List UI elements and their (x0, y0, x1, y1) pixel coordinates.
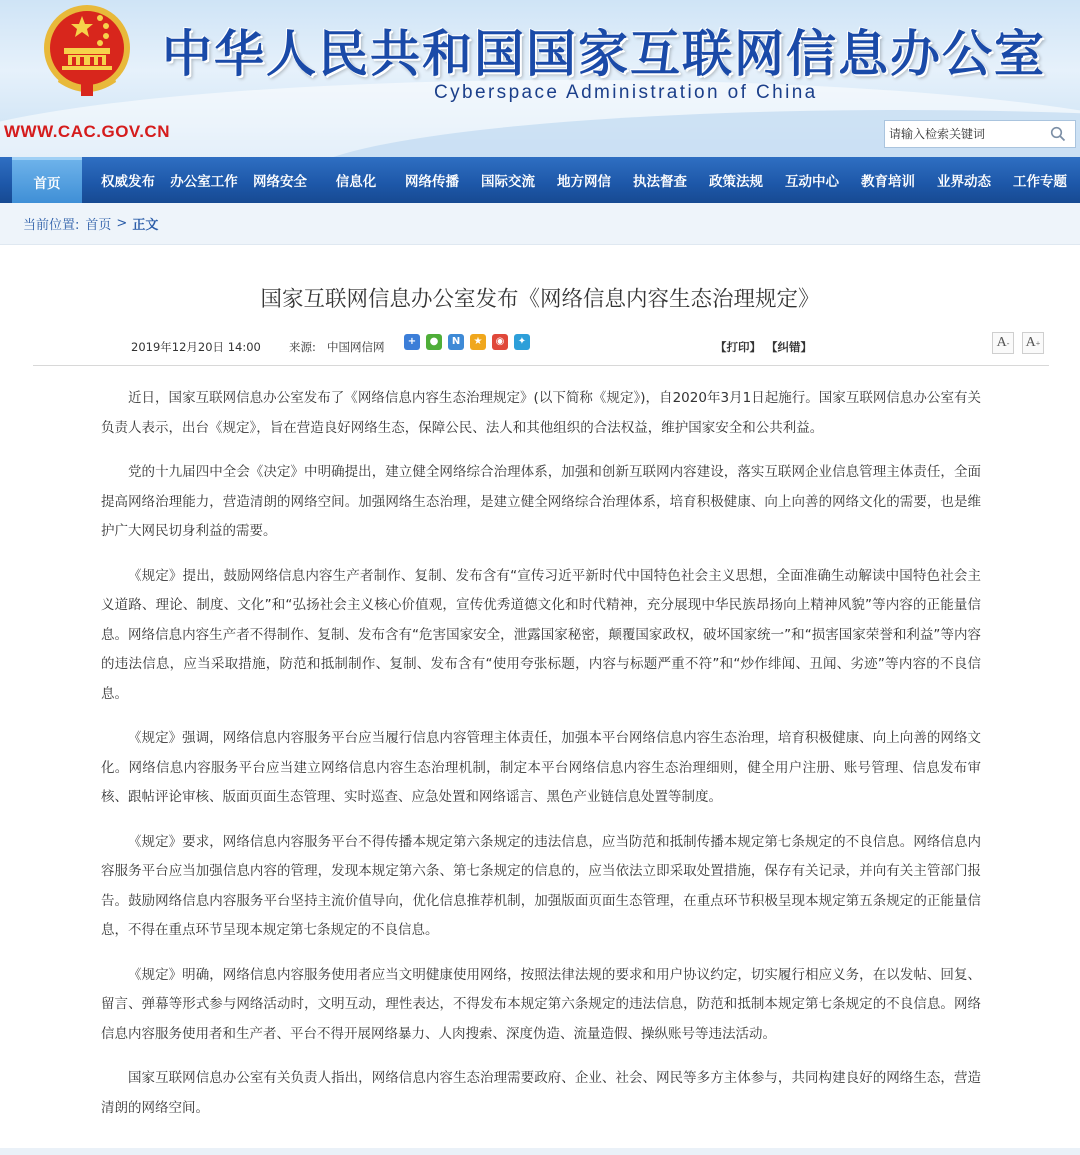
article-paragraph: 《规定》强调，网络信息内容服务平台应当履行信息内容管理主体责任，加强本平台网络信息内容生态治理，培育积极健康、向上向善的网络文化。网络信息内容服务平台应当建立网络信息内容生态治理机制，制定本平台网络信息内容生态治理细则，健全用户注册、账号管理、信息发布审核、跟帖评论审核、版面页面生态管理、实时巡查、应急处置和网络谣言、黑色产业链信息处置等制度。 (101, 730, 981, 805)
article-paragraph: 近日，国家互联网信息办公室发布了《网络信息内容生态治理规定》(以下简称《规定》)，自2020年3月1日起施行。国家互联网信息办公室有关负责人表示，出台《规定》，旨在营造良好网络生态，保障公民、法人和其他组织的合法权益，维护国家安全和公共利益。 (101, 390, 981, 436)
footer-strip (0, 1148, 1080, 1155)
breadcrumb-home-link[interactable]: 首页 (85, 218, 112, 233)
nav-item-industry-news[interactable]: 业界动态 (937, 174, 991, 190)
nav-item-cybersecurity[interactable]: 网络安全 (253, 174, 307, 190)
site-header (0, 0, 1080, 157)
article-paragraph: 《规定》明确，网络信息内容服务使用者应当文明健康使用网络，按照法律法规的要求和用户协议约定，切实履行相应义务，在以发帖、回复、留言、弹幕等形式参与网络活动时，文明互动，理性表达，不得发布本规定第六条规定的违法信息，防范和抵制本规定第七条规定的不良信息。网络信息内容服务使用者和生产者、平台不得开展网络暴力、人肉搜索、深度伪造、流量造假、操纵账号等违法活动。 (101, 966, 981, 1042)
site-title: 中华人民共和国国家互联网信息办公室 (162, 25, 1046, 83)
nav-item-education-training[interactable]: 教育培训 (861, 174, 915, 190)
font-decrease-button[interactable]: A - (992, 332, 1014, 354)
share-icons (404, 334, 530, 350)
search-box (884, 120, 1076, 148)
font-increase-label: A (1025, 335, 1036, 350)
article-meta (0, 332, 1080, 360)
site-subtitle: Cyberspace Administration of China (434, 82, 818, 103)
nav-item-home[interactable]: 首页 (12, 157, 82, 203)
national-emblem-icon (42, 2, 132, 98)
star-icon[interactable]: ★ (470, 334, 486, 350)
qzone-icon[interactable]: ✦ (514, 334, 530, 350)
nav-item-local-cac[interactable]: 地方网信 (557, 174, 611, 190)
weibo-icon[interactable]: ◉ (492, 334, 508, 350)
breadcrumb-separator: > (116, 216, 128, 231)
breadcrumb-label: 当前位置: (23, 218, 80, 233)
main-nav (0, 157, 1080, 203)
nav-item-international-exchange[interactable]: 国际交流 (481, 174, 535, 190)
news-icon[interactable]: N (448, 334, 464, 350)
article-body (101, 384, 981, 1138)
nav-item-office-work[interactable]: 办公室工作 (170, 174, 238, 190)
search-icon[interactable] (1045, 121, 1071, 147)
search-input[interactable] (885, 122, 1045, 146)
breadcrumb (0, 203, 1080, 245)
nav-item-law-enforcement[interactable]: 执法督查 (633, 174, 687, 190)
publish-date: 2019年12月20日 14:00 (131, 340, 261, 354)
source-label: 来源: (289, 340, 316, 354)
nav-item-authoritative-release[interactable]: 权威发布 (101, 174, 155, 190)
wechat-icon[interactable]: ● (426, 334, 442, 350)
plus-share-icon[interactable]: + (404, 334, 420, 350)
article-paragraph: 《规定》提出，鼓励网络信息内容生产者制作、复制、发布含有“宣传习近平新时代中国特色社会主义思想，全面准确生动解读中国特色社会主义道路、理论、制度、文化”和“弘扬社会主义核心价值观，宣传优秀道德文化和时代精神，充分展现中华民族昂扬向上精神风貌”等内容的正能量信息。网络信息内容生产者不得制作、复制、发布含有“危害国家安全，泄露国家秘密，颠覆国家政权，破坏国家统一”和“损害国家荣誉和利益”等内容的违法信息，应当采取措施，防范和抵制制作、复制、发布含有“使用夸张标题，内容与标题严重不符”和“炒作绯闻、丑闻、劣迹”等内容的不良信息。 (101, 567, 981, 702)
font-decrease-label: A (996, 335, 1007, 350)
nav-item-work-topics[interactable]: 工作专题 (1013, 174, 1067, 190)
print-link[interactable]: 【打印】 (715, 340, 761, 354)
breadcrumb-current: 正文 (132, 218, 159, 233)
nav-item-informatization[interactable]: 信息化 (335, 174, 377, 190)
article-title: 国家互联网信息办公室发布《网络信息内容生态治理规定》 (260, 287, 820, 312)
nav-item-policy-regulations[interactable]: 政策法规 (709, 174, 763, 190)
nav-item-network-communication[interactable]: 网络传播 (405, 174, 459, 190)
article-paragraph: 国家互联网信息办公室有关负责人指出，网络信息内容生态治理需要政府、企业、社会、网民等多方主体参与，共同构建良好的网络生态，营造清朗的网络空间。 (101, 1070, 981, 1116)
font-increase-button[interactable]: A + (1022, 332, 1044, 354)
meta-divider (33, 365, 1049, 366)
nav-item-interaction-center[interactable]: 互动中心 (785, 174, 839, 190)
correct-link[interactable]: 【纠错】 (766, 340, 812, 354)
source-name: 中国网信网 (327, 340, 385, 354)
site-url[interactable]: WWW.CAC.GOV.CN (4, 122, 170, 141)
article-paragraph: 《规定》要求，网络信息内容服务平台不得传播本规定第六条规定的违法信息，应当防范和抵制传播本规定第七条规定的不良信息。网络信息内容服务平台应当加强信息内容的管理，发现本规定第六条、第七条规定的信息的，应当依法立即采取处置措施，保存有关记录，并向有关主管部门报告。鼓励网络信息内容服务平台坚持主流价值导向，优化信息推荐机制，加强版面页面生态管理，在重点环节积极呈现本规定第五条规定的正能量信息，不得在重点环节呈现本规定第七条规定的不良信息。 (101, 833, 981, 938)
article-paragraph: 党的十九届四中全会《决定》中明确提出，建立健全网络综合治理体系，加强和创新互联网内容建设，落实互联网企业信息管理主体责任，全面提高网络治理能力，营造清朗的网络空间。加强网络生态治理，是建立健全网络综合治理体系，培育积极健康、向上向善的网络文化的需要，也是维护广大网民切身利益的需要。 (101, 464, 981, 539)
